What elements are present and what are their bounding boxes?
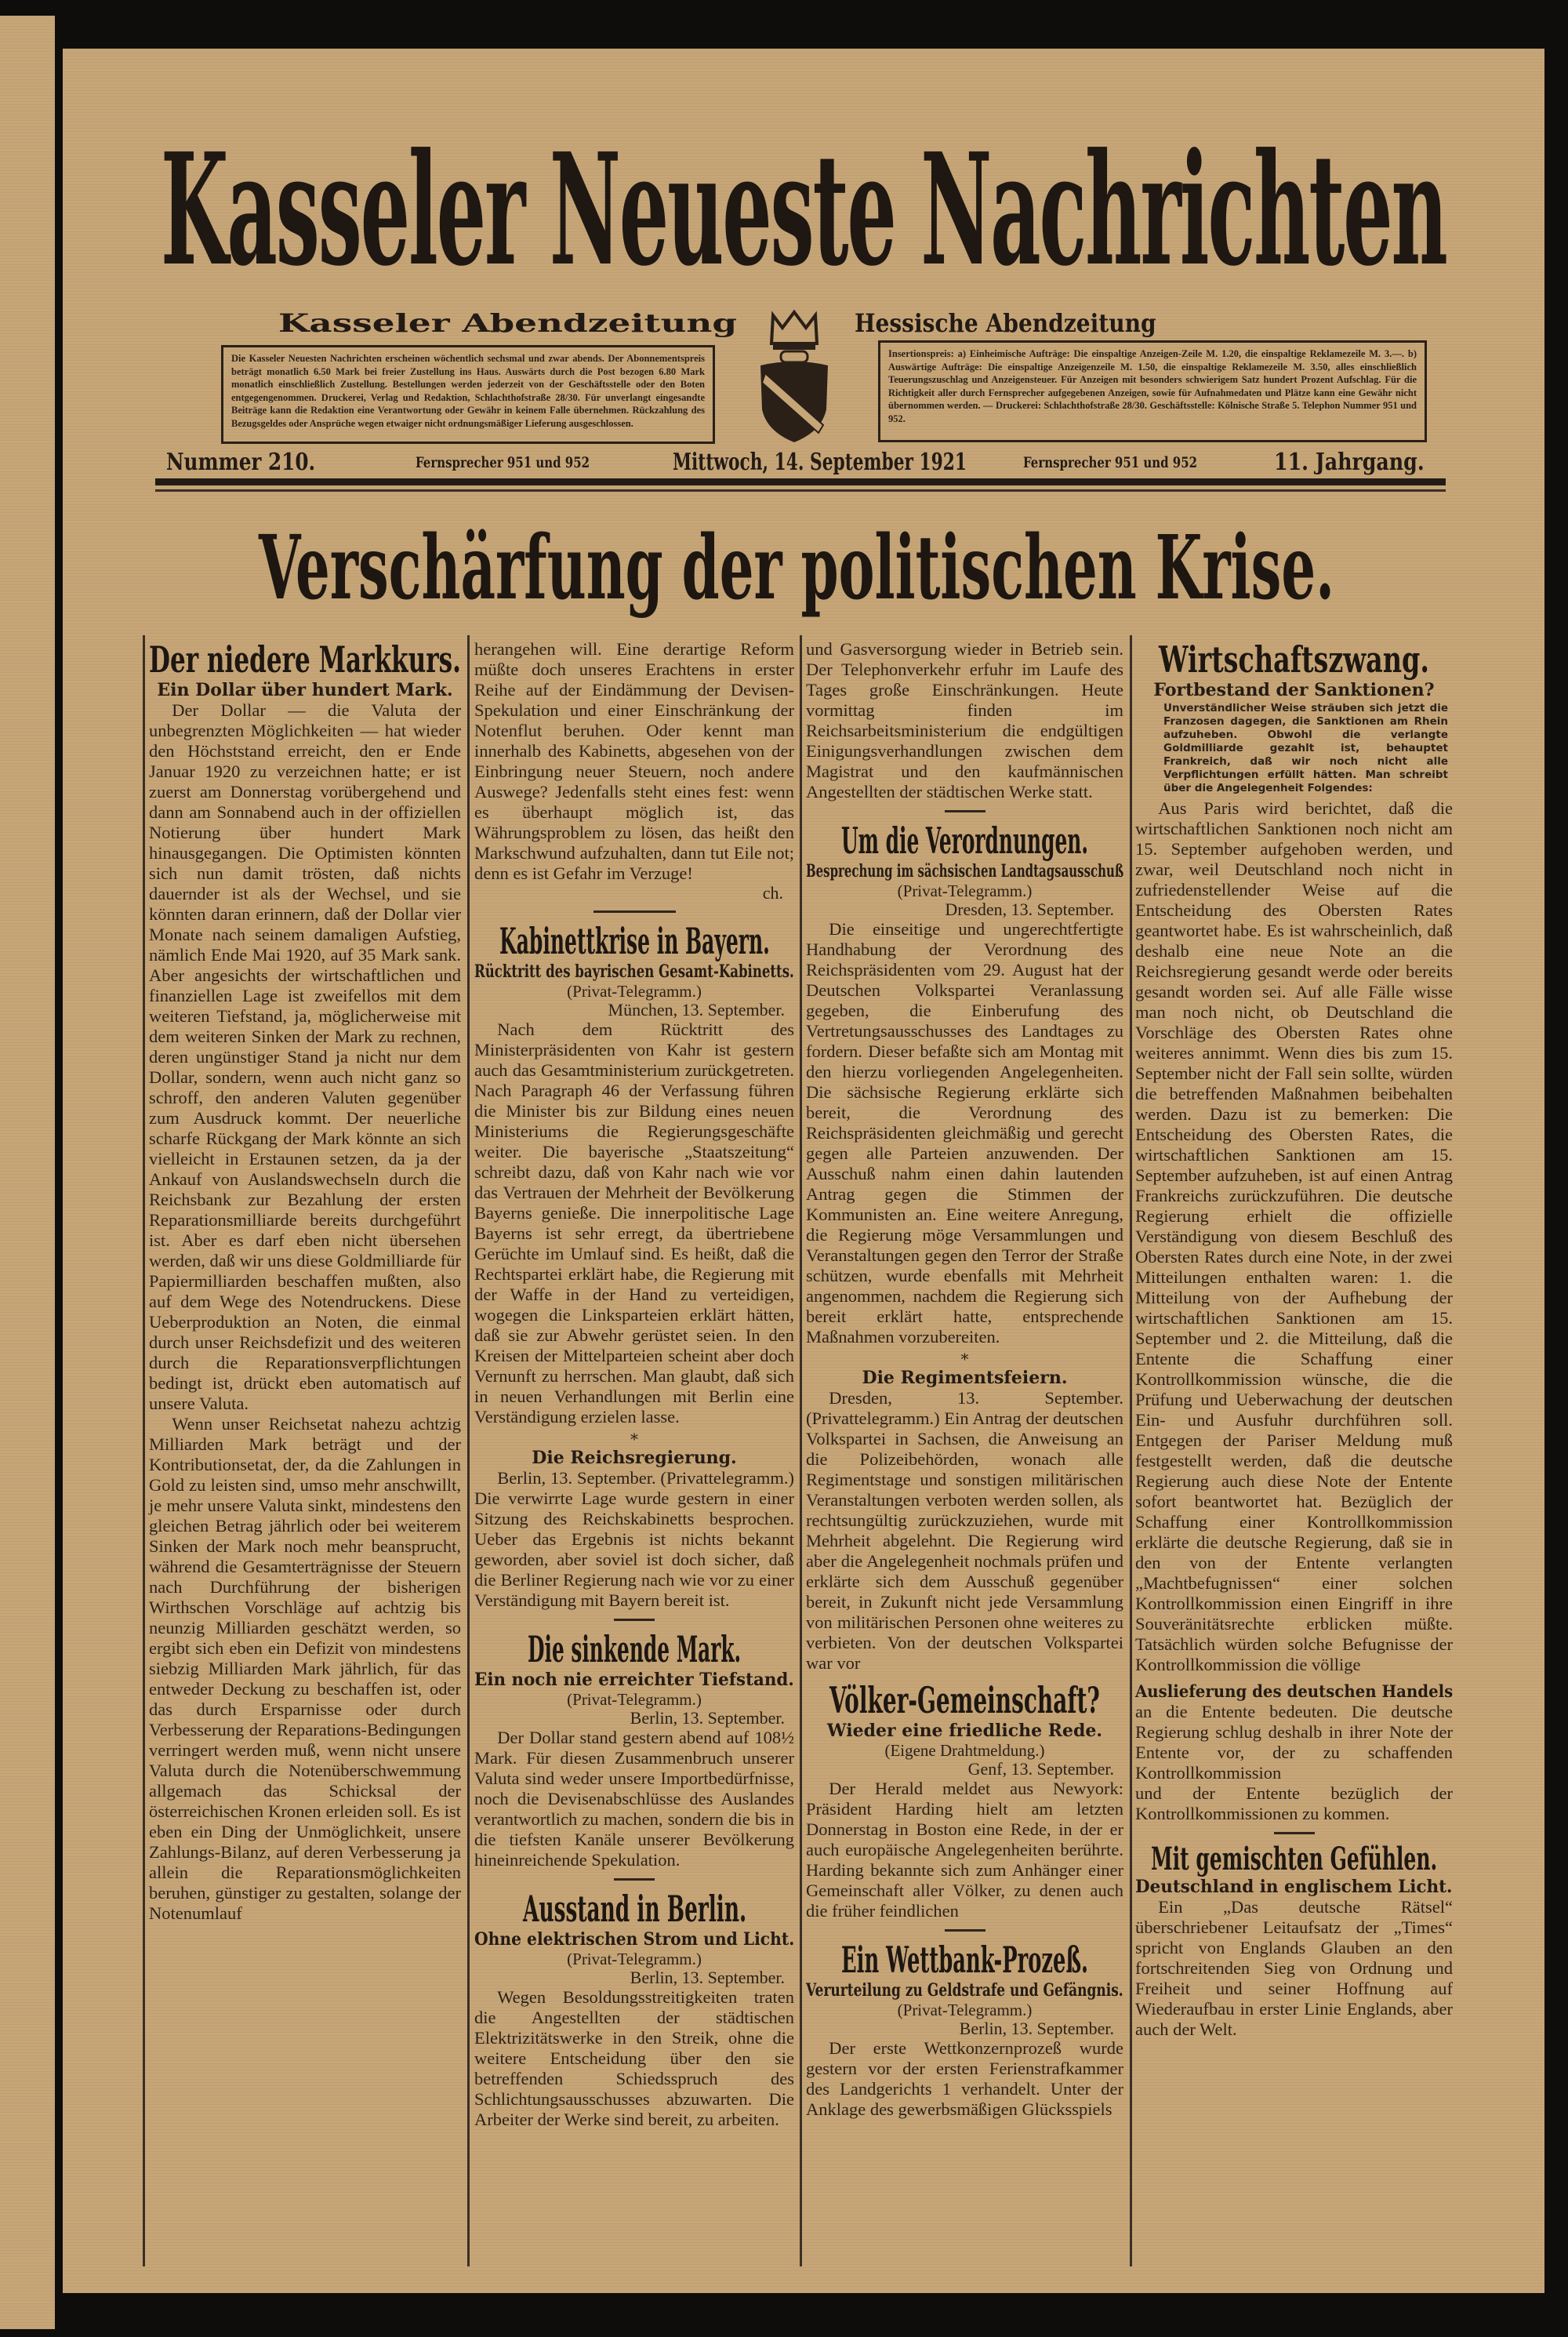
issue-date [673, 449, 967, 477]
article-subtitle-text: Besprechung im sächsischen Landtagsausschuß [806, 861, 1124, 881]
article-subtitle-text: Ohne elektrischen Strom und Licht. [474, 1929, 795, 1950]
section-heading [806, 1368, 1123, 1388]
article-title [1151, 1842, 1437, 1877]
separator [1274, 1832, 1315, 1834]
section-heading [474, 1448, 794, 1468]
article-title-text: Ausstand in Berlin. [522, 1888, 746, 1930]
article-title-text: Kabinettkrise in Bayern. [499, 920, 770, 962]
paragraph: und Gasversorgung wieder in Betrieb sein. Der Telephonverkehr erfuhr im Laufe des Tages große Einschränkungen. Heute vormittag finden im Reichsarbeitsministerium die endgültigen Einigungsverhandlungen zwischen dem Magistrat und den kaufmännischen Angestellten der städtischen Werke statt. [806, 639, 1123, 801]
paragraph: Aus Paris wird berichtet, daß die wirtschaftlichen Sanktionen noch nicht am 15. September aufgehoben werden, und zwar, weil Deutschland noch nicht in zufriedenstellender Weise auf die Entscheidung des Obersten Rates geantwortet habe. Es ist wahrscheinlich, daß deshalb eine neue Note an die Reichsregierung gesandt werde oder bereits gesandt worden sei. Auf alle Fälle wisse man noch nicht, ob Deutschland die Vorschläge des Obersten Rates ohne weiteres annimmt. Wenn dies bis zum 15. September nicht der Fall sein sollte, würden die betreffenden Maßnahmen beibehalten werden. Dazu ist zu bemerken: Die Entscheidung des Obersten Rates, die wirtschaftlichen Sanktionen am 15. September aufzuheben, ist auf einen Antrag Frankreichs zurückzuführen. Die deutsche Regierung erhielt die offizielle Verständigung von diesem Beschluß des Obersten Rates durch eine Note, in der zwei Mitteilungen enthalten waren: 1. die Mitteilung von der Aufhebung der wirtschaftlichen Sanktionen am 15. September und 2. die Mitteilung, daß die Entente die Schaffung einer Kontrollkommission wünsche, die die Prüfung und Ueberwachung der deutschen Ein- und Ausfuhr durchführen soll. Entgegen der Pariser Meldung muß festgestellt werden, daß die deutsche Regierung auch diese Note der Entente sofort beantwortet hat. Bezüglich der Schaffung einer Kontrollkommission erklärte die deutsche Regierung, daß sie in den von der Entente verlangten „Machtbefugnissen“ einer solchen Kontrollkommission einen Eingriff in ihre Souveränitätsrechte erblicken müßte. Tatsächlich würden solche Befugnisse der Kontrollkommission die völlige [1135, 798, 1453, 1674]
separator [614, 1878, 655, 1881]
phone-left [416, 449, 590, 477]
article-subtitle-text: Ein noch nie erreichter Tiefstand. [474, 1670, 794, 1690]
section-heading-text: Die Reichsregierung. [532, 1448, 737, 1468]
paragraph: Die einseitige und ungerechtfertigte Handhabung der Verordnung des Reichspräsidenten vom 29. August hat der Deutschen Volkspartei Veranlassung gegeben, die Einberufung des Vertretungsausschusses des Landtages zu fordern. Dieser befaßte sich am Montag mit den hierzu vorliegenden Angelegenheiten. Die sächsische Regierung erklärte sich bereit, die Verordnung des Reichspräsidenten gleichmäßig und gerecht gegen alle Parteien anzuwenden. Der Ausschuß nahm einen dahin lautenden Antrag gegen die Stimmen der Kommunisten an. Eine weitere Anregung, die Regierung möge Versammlungen und Veranstaltungen gegen den Terror der Straße schützen, wurde ebenfalls mit Mehrheit angenommen, nachdem die Regierung sich bereit erklärt hatte, entsprechende Maßnahmen vorzubereiten. [806, 919, 1123, 1347]
masthead-divider [155, 478, 1446, 485]
paragraph: Ein „Das deutsche Rätsel“ überschriebener Leitaufsatz der „Times“ spricht von Englands Glauben an den fortschreitenden Sieg von Ordnung und Freiheit und seiner Hoffnung auf Wiederaufbau in erster Linie Englands, aber auch der Welt. [1135, 1897, 1453, 2039]
article-body [806, 919, 1123, 1347]
subscription-info-box: Die Kasseler Neuesten Nachrichten erscheinen wöchentlich sechsmal und zwar abends. Der Abonnementspreis beträgt monatlich 6.50 Mark bei freier Zustellung ins Haus. Auswärts durch die Post bezogen 6.80 Mark monatlich einschließlich Zustellung. Bestellungen werden jederzeit von der Geschäftsstelle oder den Boten entgegengenommen. Druckerei, Verlag und Redaktion, Schlachthofstraße 28/30. Für unverlangt eingesandte Beiträge kann die Redaktion eine Verantwortung oder Gewähr in keinem Falle übernehmen. Rückzahlung des Bezugsgeldes oder Ansprüche wegen etwaiger nicht ordnungsmäßiger Lieferung ausgeschlossen. [221, 345, 715, 444]
article-title [841, 1939, 1088, 1980]
paragraph: Der erste Wettkonzernprozeß wurde gestern vor der ersten Ferienstrafkammer des Landgerichts 1 verhandelt. Unter der Anklage des gewerbsmäßigen Glücksspiels [806, 2038, 1123, 2119]
volume-year [1274, 449, 1425, 477]
issue-number [166, 449, 315, 477]
article-title-text: Ein Wettbank-Prozeß. [841, 1939, 1089, 1981]
article-subtitle [806, 1721, 1123, 1741]
article-title [1159, 639, 1429, 680]
article-title-text: Wirtschaftszwang. [1159, 638, 1430, 681]
article-ending [1135, 1783, 1453, 1824]
masthead-divider-thin [155, 489, 1446, 492]
paragraph: Wenn unser Reichsetat nahezu achtzig Milliarden Mark beträgt und der Kontributionsetat, der, da die Zahlungen in Gold zu leisten sind, umso mehr anschwillt, je mehr unsere Valuta sinkt, mindestens den gleichen Betrag jährlich oder bei weiterem Sinken der Mark noch mehr beansprucht, während die Gesamterträgnisse der Steuern nach Durchführung der bisherigen Wirthschen Vorschläge auf achtzig bis neunzig Milliarden geschätzt werden, so ergibt sich eben ein Defizit von mindestens siebzig Milliarden Mark jährlich, für das entweder Deckung zu beschaffen ist, oder das durch Ersparnisse oder durch Verbesserung der Reparations-Bedingungen verringert werden muß, wenn nicht unsere Valuta durch die Notenüberschwemmung allgemach das Schicksal der österreichischen Kronen erleiden soll. Es ist eben ein Ding der Unmöglichkeit, unsere Zahlungs-Bilanz, auf deren Verbesserung ja allein die Reparationsmöglichkeiten beruhen, günstiger zu gestalten, solange der Notenumlauf [149, 1414, 461, 1923]
main-headline [259, 517, 1335, 620]
article-body [1135, 798, 1453, 1675]
section-subheading [1135, 1681, 1453, 1702]
paragraph: und der Entente bezüglich der Kontrollkommissionen zu kommen. [1135, 1783, 1453, 1823]
volume-year-text: 11. Jahrgang. [1274, 449, 1425, 476]
article-title [829, 1680, 1100, 1721]
article-dateline: Dresden, 13. September. [945, 900, 1114, 919]
article-continuation [806, 639, 1123, 802]
spacer [1135, 1675, 1453, 1681]
article-source: (Privat-Telegramm.) [567, 1690, 702, 1709]
article-title [523, 1888, 746, 1929]
separator [945, 1929, 985, 1932]
article-body [474, 1987, 794, 2130]
column-1 [149, 639, 461, 1924]
coat-of-arms-icon [751, 307, 837, 445]
article-title-text: Völker-Gemeinschaft? [829, 1679, 1100, 1721]
article-subtitle [474, 1929, 794, 1950]
article-source: (Privat-Telegramm.) [897, 2001, 1033, 2019]
newspaper-title [161, 118, 1446, 303]
paragraph: an die Entente bedeuten. Die deutsche Regierung schlug deshalb in ihrer Note der Entente vor, der zu schaffenden Kontrollkommission [1135, 1702, 1453, 1783]
subtitle-right [855, 307, 1156, 339]
paragraph: Berlin, 13. September. (Privattelegramm.) Die verwirrte Lage wurde gestern in einer Sitzung des Reichskabinetts besprochen. Ueber das Ergebnis ist nichts bekannt geworden, aber soviel ist doch sicher, daß die Berliner Regierung nach wie vor zu einer Verständigung mit Bayern bereit ist. [474, 1468, 794, 1610]
separator [593, 910, 676, 913]
separator [614, 1619, 655, 1621]
article-subtitle [1135, 1877, 1453, 1897]
article-title-text: Um die Verordnungen. [841, 820, 1088, 862]
article-title-text: Die sinkende Mark. [528, 1628, 742, 1670]
paragraph: Der Herald meldet aus Newyork: Präsident Harding hielt am letzten Donnerstag in Boston eine Rede, in der er auch europäische Angelegenheiten berührte. Harding bekannte sich zum Anhänger einer Gemeinschaft aller Völker, zu denen auch die früher feindlichen [806, 1779, 1123, 1921]
issue-number-text: Nummer 210. [166, 449, 316, 476]
article-body [474, 1019, 794, 1427]
article-subtitle-text: Verurteilung zu Geldstrafe und Gefängnis. [806, 1980, 1123, 2001]
advertising-rates-box: Insertionspreis: a) Einheimische Aufträge: Die einspaltige Anzeigen-Zeile M. 1.20, die einspaltige Reklamezeile M. 3.—. b) Auswärtige Aufträge: Die einspaltige Anzeigenzeile M. 1.50, die einspaltige Reklamezeile M. 3.50, alles einschließlich Teuerungszuschlag und Anzeigensteuer. Für Anzeigen mit besonders schwierigem Satz hundert Prozent Aufschlag. Für die Richtigkeit aller durch Fernsprecher aufgegebenen Anzeigen, sowie für Aufnahmedaten und Plätze kann eine Gewähr nicht übernommen werden. — Druckerei: Schlachthofstraße 28/30. Geschäftsstelle: Kölnische Straße 5. Telephon Nummer 951 und 952. [878, 340, 1427, 442]
article-subtitle [474, 961, 794, 982]
article-title [528, 1629, 741, 1670]
article-subtitle-text: Fortbestand der Sanktionen? [1153, 680, 1435, 700]
column-3 [806, 639, 1123, 2120]
newspaper-title-text: Kasseler Neueste Nachrichten [161, 120, 1446, 300]
article-body [149, 700, 461, 1924]
article-body [474, 1468, 794, 1611]
article-body [806, 2038, 1123, 2120]
article-subtitle [1135, 680, 1453, 700]
column-rule [1130, 635, 1132, 2266]
article-title-text: Der niedere Markkurs. [149, 638, 461, 681]
column-4 [1135, 639, 1453, 2040]
article-dateline: Genf, 13. September. [967, 1759, 1114, 1779]
article-subtitle [149, 680, 461, 700]
article-title [149, 639, 461, 680]
article-title [499, 921, 770, 961]
column-rule [800, 635, 802, 2266]
subtitle-left [278, 307, 737, 339]
article-subtitle [806, 861, 1123, 881]
paragraph: Der Dollar — die Valuta der unbegrenzten Möglichkeiten — hat wieder den Höchststand erreicht, den er Ende Januar 1920 zu verzeichnen hatte; er ist zuerst am Donnerstag vorübergehend und dann am Sonnabend auch in der offiziellen Notierung über hundert Mark hinausgegangen. Die Optimisten könnten sich nun damit trösten, daß nichts dauernder ist als der Wechsel, und sie könnten daran erinnern, daß der Dollar vier Monate nach seinem damaligen Aufstieg, nämlich Ende Mai 1920, auf 35 Mark sank. Aber angesichts der wirtschaftlichen und finanziellen Lage ist zweifellos mit dem weiteren Tiefstand, ja, möglicherweise mit dem weiteren Sinken der Mark zu rechnen, deren ungünstiger Stand ja nicht nur dem Dollar, sondern, wenn auch nicht ganz so schroff, den anderen Valuten gegenüber zum Ausdruck kommt. Der neuerliche scharfe Rückgang der Mark könnte an sich vielleicht in Erstaunen setzen, da ja der Ankauf von Auslandswechseln durch die Reichsbank zur Bezahlung der ersten Reparationsmilliarde bereits durchgeführt ist. Aber es darf eben nicht übersehen werden, daß wir uns diese Goldmilliarde für Papiermilliarden beschaffen mußten, also auf dem Wege des Notendruckens. Diese Ueberproduktion an Noten, die einmal durch unser Reichsdefizit und des weiteren durch die Reparationsverpflichtungen bedingt ist, drückt eben automatisch auf unsere Valuta. [149, 700, 462, 1413]
section-heading-text: Die Regimentsfeiern. [862, 1368, 1068, 1388]
section-star: * [630, 1430, 638, 1448]
article-subtitle [474, 1670, 794, 1690]
article-title-text: Mit gemischten Gefühlen. [1151, 1841, 1438, 1877]
article-subtitle [806, 1980, 1123, 2001]
column-rule [467, 635, 470, 2266]
paragraph: Der Dollar stand gestern abend auf 108½ Mark. Für diesen Zusammenbruch unserer Valuta sind weder unsere Importbedürfnisse, noch die Devisenabschlüsse des Auslandes verantwortlich zu machen, sondern die bis in die tiefsten Kanäle unserer Bevölkerung hineinreichende Spekulation. [474, 1728, 794, 1870]
phone-right [1023, 449, 1197, 477]
article-subtitle-text: Rücktritt des bayrischen Gesamt-Kabinetts. [474, 961, 794, 982]
article-title [841, 820, 1088, 861]
article-dateline: Berlin, 13. September. [959, 2019, 1114, 2038]
paragraph: Wegen Besoldungsstreitigkeiten traten die Angestellten der städtischen Elektrizitätswerke in den Streik, ohne die weitere Entscheidung über den sie betreffenden Schiedsspruch des Schlichtungsausschusses abzuwarten. Die Arbeiter der Werke sind bereit, zu arbeiten. [474, 1987, 794, 2129]
article-source: (Eigene Drahtmeldung.) [884, 1741, 1045, 1760]
article-dateline: München, 13. September. [608, 1000, 785, 1019]
article-body [806, 1779, 1123, 1921]
column-rule [143, 635, 145, 2266]
paragraph: Nach dem Rücktritt des Ministerpräsidenten von Kahr ist gestern auch das Gesamtministerium zurückgetreten. Nach Paragraph 46 der Verfassung führen die Minister bis zur Bildung eines neuen Ministeriums die Regierungsgeschäfte weiter. Die bayerische „Staatszeitung“ schreibt dazu, daß von Kahr nach wie vor das Vertrauen der Mehrheit der Bevölkerung Bayerns genieße. Die innerpolitische Lage Bayerns ist sehr erregt, da übertriebene Gerüchte im Umlauf sind. Es heißt, daß die Rechtspartei erklärt habe, die Regierung mit der Waffe in der Hand zu verteidigen, wogegen die Linksparteien erklärt hätten, daß sie zur Abwehr gerüstet seien. In den Kreisen der Mittelparteien scheint aber doch Vernunft zu herrschen. Man glaubt, daß sich in neuen Verhandlungen mit Berlin eine Verständigung erzielen lasse. [474, 1019, 794, 1427]
article-source: (Privat-Telegramm.) [897, 881, 1033, 900]
section-star: * [960, 1350, 969, 1368]
article-source: (Privat-Telegramm.) [567, 1950, 702, 1968]
article-subtitle-text: Deutschland in englischem Licht. [1135, 1877, 1453, 1897]
main-headline-text: Verschärfung der politischen Krise. [259, 517, 1335, 620]
phone-right-text: Fernsprecher 951 und 952 [1023, 454, 1198, 471]
issue-date-text: Mittwoch, 14. September 1921 [673, 449, 967, 476]
article-body [1135, 1897, 1453, 2040]
article-dateline: Berlin, 13. September. [630, 1968, 785, 1987]
section-subheading-text: Auslieferung des deutschen Handels [1135, 1681, 1454, 1701]
article-body [474, 1728, 794, 1870]
column-2 [474, 639, 794, 2130]
article-body [1135, 1702, 1453, 1783]
paragraph: Dresden, 13. September. (Privattelegramm.) Ein Antrag der deutschen Volkspartei in Sachsen, die Anweisung an die Polizeibehörden, wonach alle Regimentstage und sonstigen militärischen Veranstaltungen verboten werden sollen, als rechtsungültig zurückzuziehen, wurde mit Mehrheit abgelehnt. Die Regierung wird aber die Angelegenheit nochmals prüfen und erklärte sich dem Ausschuß gegenüber bereit, in Zukunft nicht jede Versammlung von militärischen Personen ohne weiteres zu verbieten. Von der deutschen Volkspartei war vor [806, 1388, 1123, 1673]
article-dateline: Berlin, 13. September. [630, 1708, 785, 1728]
article-intro: Unverständlicher Weise sträuben sich jetzt die Franzosen dagegen, die Sanktionen am Rhein aufzuheben. Obwohl die verlangte Goldmilliarde gezahlt ist, behauptet Frankreich, daß wir noch nicht alle Verpflichtungen erfüllt hätten. Man schreibt über die Angelegenheit Folgendes: [1163, 702, 1448, 794]
article-subtitle-text: Ein Dollar über hundert Mark. [157, 680, 453, 700]
phone-left-text: Fernsprecher 951 und 952 [416, 454, 590, 471]
article-subtitle-text: Wieder eine friedliche Rede. [826, 1721, 1103, 1741]
article-continuation [474, 639, 794, 884]
article-source: (Privat-Telegramm.) [567, 982, 702, 1001]
underlying-page-edge [0, 16, 55, 2329]
subtitle-left-text: Kasseler Abendzeitung [278, 308, 738, 338]
subtitle-right-text: Hessische Abendzeitung [855, 308, 1156, 338]
author-signature: ch. [762, 883, 783, 903]
separator [945, 810, 985, 812]
article-body [806, 1388, 1123, 1674]
paragraph: herangehen will. Eine derartige Reform müßte doch unseres Erachtens in erster Reihe auf der Eindämmung der Devisen-Spekulation und einer Einschränkung der Notenflut beruhen. Oder kennt man innerhalb des Kabinetts, abgesehen von der Einbringung neuer Steuern, noch andere Auswege? Jedenfalls steht eines fest: wenn es überhaupt möglich ist, das Währungsproblem zu lösen, das heißt den Markschwund aufzuhalten, dann tut Eile not; denn es ist Gefahr im Verzuge! [474, 639, 794, 883]
